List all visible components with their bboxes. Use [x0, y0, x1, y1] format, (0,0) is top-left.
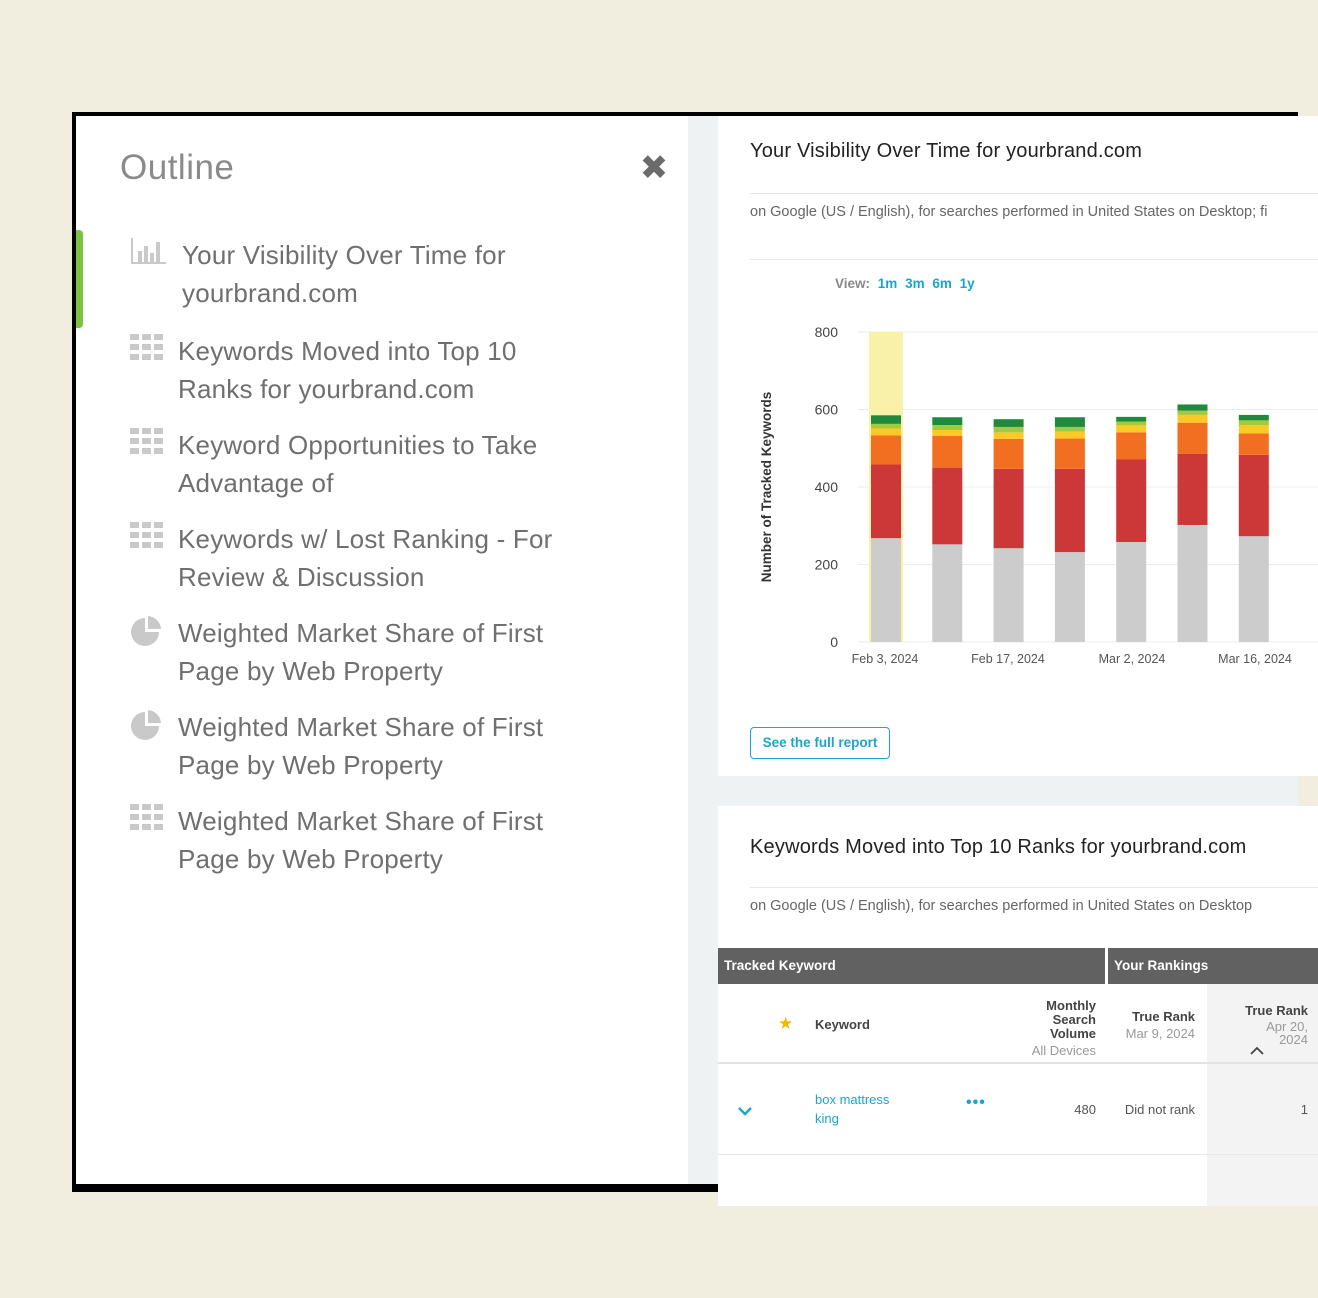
outline-item-label: Weighted Market Share of First — [178, 618, 544, 648]
visibility-card — [718, 116, 1318, 776]
bar-segment — [932, 436, 962, 468]
y-tick-label: 200 — [814, 556, 838, 573]
bar-segment — [994, 548, 1024, 642]
col-true-rank-2[interactable]: True Rank — [1245, 1003, 1308, 1018]
bar-segment — [1055, 432, 1085, 439]
expand-chevron-icon[interactable] — [738, 1104, 752, 1119]
see-full-report-button[interactable]: See the full report — [750, 727, 890, 759]
bar-segment — [1116, 425, 1146, 432]
bar-segment — [1178, 411, 1208, 415]
col-true-rank-2-date-line1: Apr 20, — [1266, 1019, 1308, 1034]
grid-table-icon — [130, 802, 176, 836]
view-option-1m[interactable]: 1m — [877, 276, 898, 291]
col-volume-line3[interactable]: Volume — [1050, 1026, 1096, 1041]
keyword-link[interactable]: king — [815, 1111, 839, 1126]
bar-segment — [1178, 454, 1208, 525]
bar-segment — [1178, 423, 1208, 454]
bar-segment — [1116, 417, 1146, 422]
x-tick-label: Feb 17, 2024 — [971, 652, 1045, 666]
x-tick-label: Mar 16, 2024 — [1218, 652, 1292, 666]
pie-chart-icon — [130, 614, 176, 648]
col-true-rank-1[interactable]: True Rank — [1132, 1009, 1195, 1024]
bar-segment — [1239, 425, 1269, 434]
outline-item-label: Weighted Market Share of First — [178, 806, 544, 836]
divider — [750, 887, 1318, 888]
view-selector — [835, 276, 975, 291]
bar-segment — [1116, 459, 1146, 542]
keyword-link[interactable]: box mattress — [815, 1092, 890, 1107]
outline-item-lost-ranking[interactable] — [130, 520, 610, 596]
col-keyword[interactable]: Keyword — [815, 1017, 870, 1032]
visibility-title: Your Visibility Over Time for yourbrand.com — [750, 140, 1143, 162]
rank2-value: 1 — [1300, 1102, 1308, 1117]
bar-segment — [932, 430, 962, 436]
bar-segment — [1055, 439, 1085, 469]
bar-segment — [871, 415, 901, 424]
bar-segment — [1178, 404, 1208, 410]
table-group-header — [718, 948, 1318, 984]
bar-segment — [1239, 536, 1269, 642]
divider — [750, 193, 1318, 194]
outline-item-market-share-1[interactable] — [130, 614, 610, 690]
group-tracked-keyword: Tracked Keyword — [724, 958, 836, 973]
outline-panel — [76, 116, 688, 1184]
keywords-title: Keywords Moved into Top 10 Ranks for yourbrand.com — [750, 836, 1247, 858]
bar-segment — [1055, 469, 1085, 552]
sort-asc-icon[interactable] — [1250, 1044, 1264, 1059]
bar-segment — [1239, 455, 1269, 536]
grid-table-icon — [130, 332, 176, 366]
y-tick-label: 400 — [814, 479, 838, 495]
bar-segment — [932, 417, 962, 425]
keywords-card — [718, 806, 1318, 1206]
outline-item-label: yourbrand.com — [182, 278, 359, 308]
keywords-subtitle: on Google (US / English), for searches performed in United States on Desktop — [750, 898, 1253, 914]
outline-item-label: Review & Discussion — [178, 562, 425, 592]
bar-segment — [1178, 525, 1208, 642]
bar-segment — [1178, 415, 1208, 423]
y-tick-label: 0 — [830, 634, 838, 650]
bar-segment — [994, 469, 1024, 548]
bar-segment — [1239, 415, 1269, 420]
active-indicator — [76, 230, 83, 328]
bar-segment — [1239, 420, 1269, 425]
col-volume-line2[interactable]: Search — [1052, 1012, 1096, 1027]
more-options-icon[interactable]: ••• — [966, 1094, 986, 1111]
outline-item-label: Page by Web Property — [178, 656, 444, 686]
bar-segment — [994, 439, 1024, 469]
outline-item-visibility[interactable] — [130, 236, 610, 312]
outline-title: Outline — [120, 148, 235, 187]
outline-item-market-share-2[interactable] — [130, 708, 610, 784]
grid-table-icon — [130, 426, 176, 460]
bar-segment — [871, 428, 901, 435]
bar-chart-icon — [130, 236, 176, 270]
volume-value: 480 — [1074, 1102, 1096, 1117]
close-icon[interactable]: ✖ — [639, 149, 669, 187]
pie-chart-icon — [130, 708, 176, 742]
x-tick-label: Feb 3, 2024 — [851, 652, 919, 666]
col-true-rank-1-date: Mar 9, 2024 — [1125, 1026, 1195, 1041]
view-option-1y[interactable]: 1y — [959, 276, 975, 291]
table-column-header — [718, 984, 1318, 1064]
outline-item-market-share-3[interactable] — [130, 802, 610, 878]
outline-item-label: Keywords w/ Lost Ranking - For — [178, 524, 553, 554]
outline-item-opportunities[interactable] — [130, 426, 610, 502]
x-tick-label: Mar 2, 2024 — [1098, 652, 1166, 666]
outline-item-label: Page by Web Property — [178, 750, 444, 780]
bar-segment — [871, 435, 901, 464]
bar-segment — [1116, 542, 1146, 642]
group-your-rankings: Your Rankings — [1114, 958, 1209, 973]
outline-item-label: Keywords Moved into Top 10 — [178, 336, 517, 366]
report-window — [72, 112, 1308, 1192]
bar-segment — [994, 427, 1024, 432]
outline-item-label: Page by Web Property — [178, 844, 444, 874]
star-icon[interactable]: ★ — [778, 1014, 794, 1033]
bar-segment — [871, 538, 901, 642]
visibility-chart — [718, 296, 1318, 676]
visibility-subtitle: on Google (US / English), for searches performed in United States on Desktop; fi — [750, 204, 1268, 220]
bar-segment — [1116, 432, 1146, 459]
view-option-3m[interactable]: 3m — [905, 276, 925, 291]
bar-segment — [871, 465, 901, 539]
bar-segment — [1055, 552, 1085, 642]
rank1-value: Did not rank — [1124, 1102, 1195, 1117]
y-tick-label: 800 — [814, 324, 838, 340]
outline-item-label: Weighted Market Share of First — [178, 712, 544, 742]
bar-segment — [1116, 422, 1146, 426]
y-axis-label: Number of Tracked Keywords — [759, 391, 774, 583]
outline-item-label: Your Visibility Over Time for — [182, 240, 506, 270]
bar-segment — [932, 544, 962, 642]
bar-segment — [932, 468, 962, 545]
y-tick-label: 600 — [814, 401, 838, 418]
view-option-6m[interactable]: 6m — [932, 276, 952, 291]
bar-segment — [932, 425, 962, 430]
outline-item-label: Ranks for yourbrand.com — [178, 374, 475, 404]
bar-segment — [1055, 417, 1085, 427]
view-label: View: — [835, 276, 871, 291]
bar-segment — [1239, 434, 1269, 455]
bar-segment — [994, 432, 1024, 439]
bar-segment — [994, 419, 1024, 427]
row-divider — [718, 1154, 1318, 1155]
outline-item-label: Advantage of — [178, 468, 334, 498]
outline-item-top10[interactable] — [130, 332, 610, 408]
bar-segment — [871, 424, 901, 429]
bar-segment — [1055, 427, 1085, 432]
col-volume-line1[interactable]: Monthly — [1046, 998, 1096, 1013]
grid-table-icon — [130, 520, 176, 554]
header-separator — [1105, 948, 1108, 984]
col-volume-sub: All Devices — [1031, 1043, 1096, 1058]
outline-item-label: Keyword Opportunities to Take — [178, 430, 538, 460]
col-true-rank-2-date-line2: 2024 — [1279, 1032, 1308, 1047]
divider — [750, 259, 1318, 260]
